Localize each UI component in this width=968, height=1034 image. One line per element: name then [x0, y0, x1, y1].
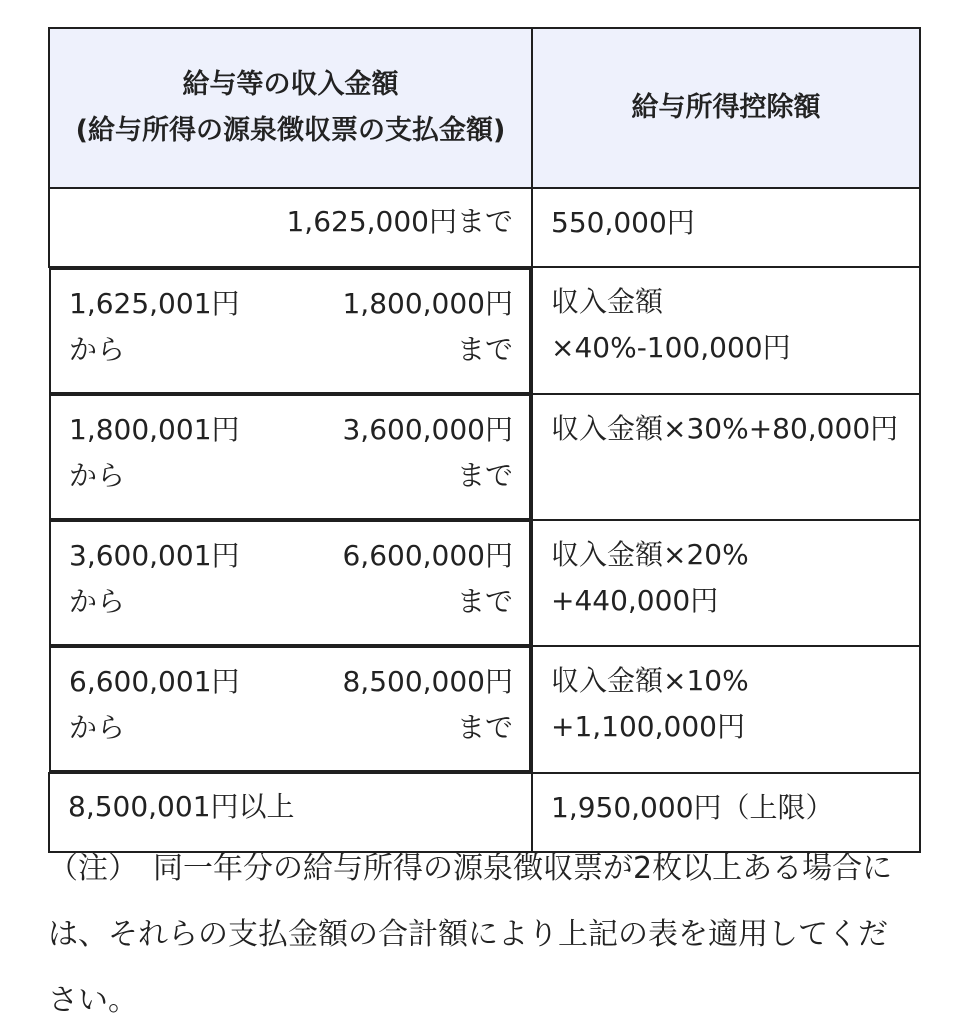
income-range-cell — [49, 394, 531, 520]
income-cell: 1,625,000円まで — [49, 188, 532, 267]
range-to: 8,500,000円 まで — [342, 665, 513, 744]
deduction-line: 550,000円 — [551, 206, 695, 239]
header-income-amount: 給与等の収入金額 (給与所得の源泉徴収票の支払金額) — [49, 28, 532, 188]
range-from: 1,800,001円 から — [69, 413, 240, 492]
range-to: 1,800,000円 まで — [342, 287, 513, 366]
deduction-cell — [532, 520, 920, 646]
range-to: 6,600,000円 まで — [342, 539, 513, 618]
range-to: 3,600,000円 まで — [342, 413, 513, 492]
deduction-line: 収入金額×30%+80,000円 — [551, 412, 899, 445]
deduction-cell — [532, 646, 920, 773]
deduction-line: 収入金額×20% — [551, 538, 749, 571]
table-row — [49, 188, 920, 267]
range-from: 1,625,001円 から — [69, 287, 240, 366]
deduction-cell — [532, 394, 920, 520]
table-row — [49, 267, 920, 394]
income-range-cell — [49, 520, 531, 646]
income-cell: 8,500,001円以上 — [49, 773, 532, 852]
deduction-line: +440,000円 — [551, 584, 719, 617]
footnote: （注） 同一年分の給与所得の源泉徴収票が2枚以上ある場合には、それらの支払金額の合計額により上記の表を適用してください。 — [48, 851, 893, 1018]
deduction-cell — [532, 188, 920, 267]
table-row — [49, 646, 920, 773]
income-range-cell — [49, 268, 531, 394]
range-from: 6,600,001円 から — [69, 665, 240, 744]
table-row — [49, 520, 920, 646]
deduction-line: 1,950,000円（上限） — [551, 791, 834, 824]
header-deduction-amount: 給与所得控除額 — [532, 28, 920, 188]
table-row — [49, 394, 920, 520]
income-deduction-table — [48, 27, 921, 853]
deduction-line: 収入金額×10% — [551, 664, 749, 697]
deduction-line: ×40%-100,000円 — [551, 331, 791, 364]
deduction-cell — [532, 267, 920, 394]
range-from: 3,600,001円 から — [69, 539, 240, 618]
income-range-cell — [49, 646, 531, 772]
table-header-row — [49, 28, 920, 188]
deduction-line: 収入金額 — [551, 285, 664, 318]
deduction-line: +1,100,000円 — [551, 710, 745, 743]
